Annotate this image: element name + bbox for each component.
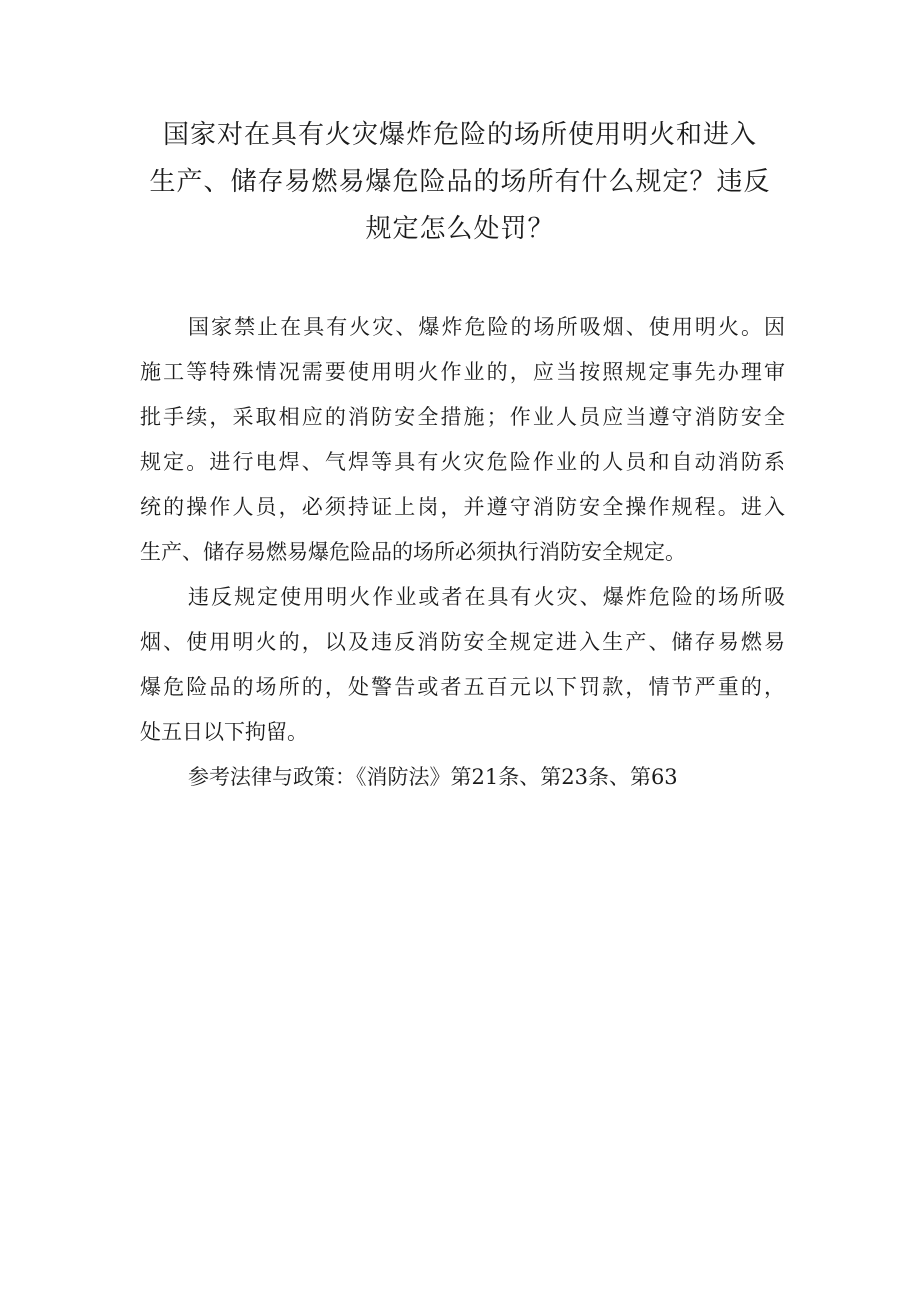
title-line: 规定怎么处罚？ <box>365 214 555 244</box>
document-body <box>140 305 785 800</box>
paragraph-line: 规定。进行电焊、气焊等具有火灾危险作业的人员和自动消防系 <box>140 450 785 474</box>
paragraph-line: 生产、储存易燃易爆危险品的场所必须执行消防安全规定。 <box>140 540 686 564</box>
paragraph-line: 违反规定使用明火作业或者在具有火灾、爆炸危险的场所吸 <box>188 585 785 609</box>
paragraph-line: 国家禁止在具有火灾、爆炸危险的场所吸烟、使用明火。因 <box>188 315 785 339</box>
paragraph-line: 参考法律与政策：《消防法》第21条、第23条、第63 <box>188 765 678 789</box>
document-title <box>140 112 780 253</box>
paragraph-line: 施工等特殊情况需要使用明火作业的，应当按照规定事先办理审 <box>140 360 785 384</box>
paragraph-line: 批手续，采取相应的消防安全措施；作业人员应当遵守消防安全 <box>140 405 785 429</box>
paragraph-penalty <box>140 575 785 755</box>
paragraph-line: 爆危险品的场所的，处警告或者五百元以下罚款，情节严重的， <box>140 675 785 699</box>
paragraph-prohibition <box>140 305 785 575</box>
paragraph-line: 统的操作人员，必须持证上岗，并遵守消防安全操作规程。进入 <box>140 495 785 519</box>
paragraph-line: 烟、使用明火的，以及违反消防安全规定进入生产、储存易燃易 <box>140 630 785 654</box>
title-line: 国家对在具有火灾爆炸危险的场所使用明火和进入 <box>162 120 757 150</box>
paragraph-reference <box>140 755 785 800</box>
title-line: 生产、储存易燃易爆危险品的场所有什么规定？违反 <box>149 167 771 197</box>
paragraph-line: 处五日以下拘留。 <box>140 720 308 744</box>
